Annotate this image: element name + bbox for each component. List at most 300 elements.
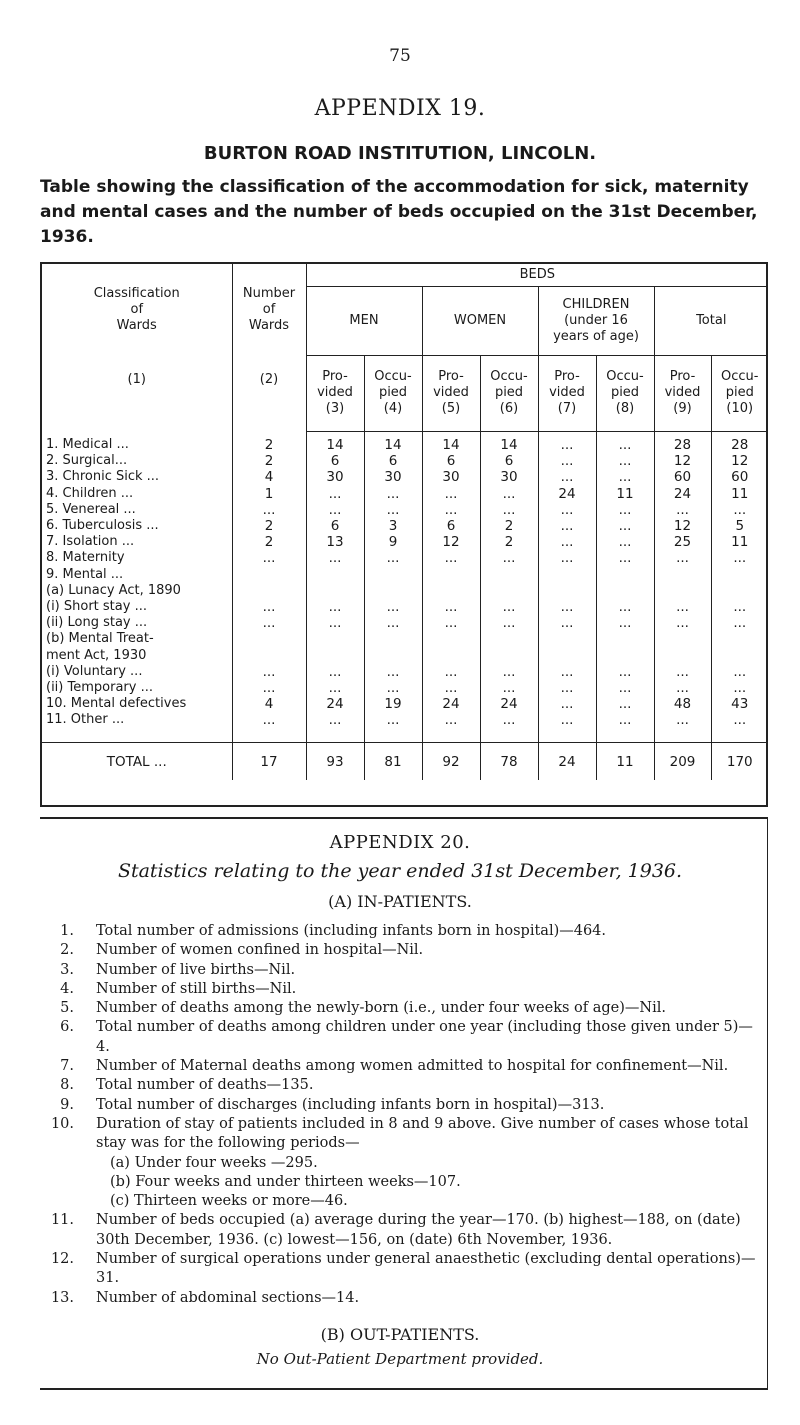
table-cell: ...	[364, 599, 422, 615]
table-cell	[711, 583, 768, 599]
table-cell: ...	[538, 550, 596, 566]
statistics-list	[40, 922, 765, 1308]
table-cell: ...	[538, 437, 596, 453]
item-text: Number of women confined in hospital—Nil.	[96, 942, 424, 959]
column-number: (6)	[499, 401, 519, 416]
table-cell: ...	[422, 486, 480, 502]
table-cell: ...	[232, 615, 306, 631]
statistic-item	[40, 961, 765, 980]
col-classification-header	[42, 264, 232, 431]
statistic-item	[40, 1173, 765, 1192]
table-cell: ...	[596, 453, 654, 469]
table-cell: ...	[306, 486, 364, 502]
item-text: Total number of admissions (including infants born in hospital)—464.	[96, 923, 607, 939]
table-cell: 24	[480, 696, 538, 712]
total-cell: 209	[654, 742, 711, 780]
statistic-item	[40, 941, 765, 960]
statistic-item	[40, 1250, 765, 1289]
table-caption: Table showing the classification of the accommodation for sick, maternity and mental cases and the number of beds occupied on the 31st December, 1936.	[40, 177, 758, 247]
column-number: (9)	[673, 401, 692, 416]
classification-line-1: Classification	[93, 286, 180, 301]
table-cell: 30	[422, 469, 480, 485]
children-header: CHILDREN (under 16 years of age)	[538, 286, 654, 355]
table-cell: 4	[232, 696, 306, 712]
table-cell: ...	[596, 469, 654, 485]
appendix-19-heading: APPENDIX 19.	[314, 96, 486, 121]
classification-line-2: of	[130, 302, 144, 317]
wards-col-num: (2)	[259, 372, 279, 387]
table-cell	[422, 647, 480, 663]
classification-col-num: (1)	[127, 372, 146, 387]
item-text: Number of abdominal sections—14.	[96, 1289, 360, 1306]
item-text: Number of Maternal deaths among women admitted to hospital for confinement—Nil.	[96, 1058, 729, 1075]
table-cell: ...	[538, 680, 596, 696]
table-cell: ...	[480, 502, 538, 518]
table-cell: ...	[596, 712, 654, 728]
table-cell: 2	[232, 437, 306, 453]
table-cell: ...	[232, 680, 306, 696]
table-cell	[364, 647, 422, 663]
table-row	[42, 437, 768, 453]
statistic-item	[40, 999, 765, 1018]
table-row	[42, 631, 768, 647]
subheader-label: Pro- vided	[317, 369, 353, 400]
total-cell: 92	[422, 742, 480, 780]
table-cell: 14	[422, 437, 480, 453]
table-cell: ...	[654, 680, 711, 696]
table-cell: 28	[654, 437, 711, 453]
table-cell	[364, 567, 422, 583]
table-row	[42, 615, 768, 631]
total-cell: 17	[232, 742, 306, 780]
classification-line-3: Wards	[116, 318, 157, 333]
table-cell: 60	[731, 469, 749, 486]
item-text: Duration of stay of patients included in 8 and 9 above. Give number of cases whose total stay was for the following periods—	[96, 1115, 749, 1152]
statistic-item	[40, 1076, 765, 1095]
table-cell: 43	[731, 696, 749, 713]
ward-classification: 2. Surgical...	[42, 453, 232, 469]
table-cell: ...	[422, 502, 480, 518]
table-cell: 4	[232, 469, 306, 485]
table-cell: 12	[731, 453, 749, 470]
table-cell: ...	[733, 598, 747, 615]
table-cell: ...	[422, 550, 480, 566]
table-cell: ...	[538, 712, 596, 728]
provided-subheader	[654, 355, 711, 431]
wards-line-1: Number	[242, 286, 296, 301]
table-cell	[480, 631, 538, 647]
table-cell: 13	[306, 534, 364, 550]
table-cell	[596, 583, 654, 599]
total-cell: 11	[596, 742, 654, 780]
table-row	[42, 453, 768, 469]
table-cell: ...	[733, 550, 747, 567]
column-number: (3)	[325, 401, 345, 416]
ward-classification: (ii) Long stay ...	[42, 615, 232, 631]
table-cell: ...	[596, 599, 654, 615]
ward-classification: (b) Mental Treat-	[42, 631, 232, 647]
table-cell: ...	[654, 502, 711, 518]
table-cell: ...	[596, 664, 654, 680]
table-cell	[654, 567, 711, 583]
provided-subheader	[422, 355, 480, 431]
ward-classification: 9. Mental ...	[42, 567, 232, 583]
table-cell: ...	[538, 696, 596, 712]
table-cell	[232, 631, 306, 647]
table-cell: ...	[480, 486, 538, 502]
table-row	[42, 664, 768, 680]
table-cell: ...	[422, 664, 480, 680]
item-number: 1.	[60, 923, 74, 939]
table-cell: ...	[480, 712, 538, 728]
table-cell: ...	[306, 502, 364, 518]
table-cell: ...	[232, 550, 306, 566]
table-cell: 6	[422, 518, 480, 534]
ward-classification: 6. Tuberculosis ...	[42, 518, 232, 534]
table-cell: 25	[654, 534, 711, 550]
table-row	[42, 550, 768, 566]
ward-classification: 4. Children ...	[42, 486, 232, 502]
table-cell: ...	[306, 712, 364, 728]
item-number: 8.	[60, 1077, 74, 1094]
statistic-item	[40, 1289, 765, 1308]
table-cell: 6	[480, 453, 538, 469]
table-cell: 30	[364, 469, 422, 485]
table-cell: ...	[422, 599, 480, 615]
total-cell: 170	[711, 742, 768, 780]
ward-classification: (ii) Temporary ...	[42, 680, 232, 696]
table-cell: 30	[306, 469, 364, 485]
men-header: MEN	[306, 286, 422, 355]
subheader-label: Occu- pied	[490, 369, 528, 400]
table-cell	[480, 647, 538, 663]
occupied-subheader	[480, 355, 538, 431]
table-cell: 24	[654, 486, 711, 502]
table-cell	[711, 647, 768, 663]
table-cell: ...	[538, 599, 596, 615]
column-number: (5)	[441, 401, 461, 416]
ward-classification: 11. Other ...	[42, 712, 232, 728]
table-cell	[711, 631, 768, 647]
women-header: WOMEN	[422, 286, 538, 355]
table-cell	[422, 567, 480, 583]
statistic-item	[40, 1057, 765, 1076]
item-number: 4.	[60, 980, 74, 997]
column-number: (10)	[726, 401, 754, 416]
ward-classification: 8. Maternity	[42, 550, 232, 566]
table-cell	[480, 583, 538, 599]
table-cell: ...	[538, 518, 596, 534]
statistic-item	[40, 1211, 765, 1250]
item-number: 9.	[60, 1096, 74, 1113]
item-text: Total number of discharges (including infants born in hospital)—313.	[96, 1096, 605, 1113]
item-text: Number of still births—Nil.	[96, 980, 297, 997]
table-cell	[306, 583, 364, 599]
table-cell: ...	[538, 469, 596, 485]
table-cell	[596, 631, 654, 647]
item-text: Total number of deaths—135.	[96, 1077, 314, 1094]
table-cell	[538, 631, 596, 647]
table-cell: 6	[306, 518, 364, 534]
item-number: 3.	[60, 961, 74, 978]
table-cell: 24	[422, 696, 480, 712]
wards-line-2: of	[262, 302, 276, 317]
table-cell: 24	[538, 486, 596, 502]
table-row	[42, 599, 768, 615]
statistic-item	[40, 1018, 765, 1057]
table-cell: ...	[364, 680, 422, 696]
item-number: 7.	[60, 1058, 74, 1075]
statistic-item	[40, 1154, 765, 1173]
item-text: (b) Four weeks and under thirteen weeks—107.	[110, 1173, 461, 1190]
table-cell: 11	[731, 534, 749, 551]
total-header: Total	[654, 286, 768, 355]
table-cell: 12	[422, 534, 480, 550]
item-text: Number of beds occupied (a) average during the year—170. (b) highest—188, on (date) 30th December, 1936. (c) lowest—156, on (date) 6th November, 1936.	[96, 1212, 741, 1248]
table-cell: 14	[306, 437, 364, 453]
subheader-label: Occu- pied	[721, 369, 759, 400]
table-cell	[232, 647, 306, 663]
table-cell: 14	[364, 437, 422, 453]
total-row	[42, 742, 768, 780]
table-cell	[306, 647, 364, 663]
inpatients-heading: (A) IN-PATIENTS.	[328, 892, 472, 911]
subheader-label: Pro- vided	[549, 369, 585, 400]
table-cell: 30	[480, 469, 538, 485]
statistic-item	[40, 922, 765, 941]
table-cell	[364, 631, 422, 647]
table-cell	[306, 631, 364, 647]
statistic-item	[40, 980, 765, 999]
table-cell: 19	[364, 696, 422, 712]
table-cell: ...	[232, 712, 306, 728]
table-cell	[422, 631, 480, 647]
table-cell: 5	[735, 518, 745, 535]
table-row	[42, 534, 768, 550]
table-cell: ...	[538, 502, 596, 518]
table-row	[42, 647, 768, 663]
item-text: Total number of deaths among children under one year (including those given under 5)—4.	[96, 1019, 753, 1055]
table-cell	[596, 647, 654, 663]
table-cell: ...	[733, 663, 747, 680]
table-cell: 60	[654, 469, 711, 485]
table-cell: 6	[422, 453, 480, 469]
item-text: (c) Thirteen weeks or more—46.	[110, 1193, 348, 1210]
total-cell: 93	[306, 742, 364, 780]
statistic-item	[40, 1192, 765, 1211]
table-cell: ...	[306, 550, 364, 566]
table-cell: ...	[232, 664, 306, 680]
statistics-title: Statistics relating to the year ended 31st December, 1936.	[117, 860, 683, 882]
occupied-subheader	[364, 355, 422, 431]
table-cell: ...	[596, 518, 654, 534]
table-cell: ...	[422, 615, 480, 631]
item-number: 12.	[50, 1251, 74, 1268]
table-cell: ...	[422, 680, 480, 696]
ward-classification: (a) Lunacy Act, 1890	[42, 583, 232, 599]
table-row	[42, 486, 768, 502]
table-row	[42, 680, 768, 696]
item-number: 2.	[60, 942, 74, 959]
table-cell: 48	[654, 696, 711, 712]
no-outpatient-note: No Out-Patient Department provided.	[256, 1350, 544, 1368]
table-cell: 2	[480, 518, 538, 534]
table-cell: 28	[731, 437, 749, 454]
table-cell: 14	[480, 437, 538, 453]
institution-title: BURTON ROAD INSTITUTION, LINCOLN.	[203, 143, 597, 164]
table-cell	[364, 583, 422, 599]
ward-classification: 10. Mental defectives	[42, 696, 232, 712]
statistic-item	[40, 1115, 765, 1154]
table-row	[42, 518, 768, 534]
appendix-20-heading: APPENDIX 20.	[329, 832, 471, 853]
total-label: TOTAL ...	[42, 742, 232, 780]
table-cell	[232, 583, 306, 599]
occupied-subheader	[711, 355, 768, 431]
subheader-label: Pro- vided	[664, 369, 701, 400]
table-cell	[480, 567, 538, 583]
column-number: (7)	[557, 401, 577, 416]
table-row	[42, 567, 768, 583]
column-number: (8)	[615, 401, 635, 416]
table-cell	[654, 631, 711, 647]
table-cell: 9	[364, 534, 422, 550]
ward-classification: (i) Voluntary ...	[42, 664, 232, 680]
column-number: (4)	[383, 401, 403, 416]
ward-classification: ment Act, 1930	[42, 647, 232, 663]
table-cell: ...	[538, 534, 596, 550]
table-cell: ...	[480, 664, 538, 680]
table-row	[42, 696, 768, 712]
table-cell: 3	[364, 518, 422, 534]
col-number-of-wards-header	[232, 264, 306, 431]
item-number: 10.	[50, 1115, 74, 1132]
item-number: 5.	[60, 1000, 74, 1017]
table-cell	[596, 567, 654, 583]
table-cell: ...	[596, 550, 654, 566]
table-cell: ...	[480, 680, 538, 696]
table-cell: ...	[364, 486, 422, 502]
table-cell: ...	[538, 453, 596, 469]
item-number: 6.	[60, 1019, 74, 1036]
table-cell: ...	[538, 664, 596, 680]
table-cell: ...	[364, 712, 422, 728]
table-cell: ...	[654, 664, 711, 680]
beds-header: BEDS	[306, 264, 768, 286]
table-cell: ...	[733, 712, 747, 729]
table-cell: ...	[480, 599, 538, 615]
table-cell	[538, 647, 596, 663]
subheader-label: Occu- pied	[606, 369, 644, 400]
table-cell: 6	[306, 453, 364, 469]
table-cell	[538, 583, 596, 599]
table-cell: 6	[364, 453, 422, 469]
table-cell: ...	[364, 664, 422, 680]
table-cell: ...	[480, 550, 538, 566]
item-text: Number of surgical operations under general anaesthetic (excluding dental operations)—31.	[96, 1251, 756, 1287]
table-cell: ...	[364, 502, 422, 518]
table-cell: 11	[731, 485, 749, 502]
table-cell: ...	[538, 615, 596, 631]
table-cell: 12	[654, 453, 711, 469]
item-text: Number of deaths among the newly-born (i.e., under four weeks of age)—Nil.	[96, 1000, 666, 1017]
table-cell	[711, 567, 768, 583]
table-cell: 24	[306, 696, 364, 712]
provided-subheader	[538, 355, 596, 431]
table-cell	[654, 583, 711, 599]
table-cell: ...	[596, 534, 654, 550]
table-cell: ...	[654, 550, 711, 566]
table-cell: ...	[654, 712, 711, 728]
wards-line-3: Wards	[248, 318, 290, 333]
ward-classification: (i) Short stay ...	[42, 599, 232, 615]
table-cell	[538, 567, 596, 583]
table-cell: ...	[232, 599, 306, 615]
table-cell: ...	[480, 615, 538, 631]
table-row	[42, 712, 768, 728]
table-cell: ...	[364, 615, 422, 631]
table-cell: ...	[733, 501, 747, 518]
item-number: 11.	[50, 1212, 74, 1229]
page-number: 75	[389, 46, 411, 66]
table-cell: ...	[654, 599, 711, 615]
total-cell: 24	[538, 742, 596, 780]
table-cell: 2	[232, 518, 306, 534]
table-cell: 11	[596, 486, 654, 502]
table-cell: ...	[306, 680, 364, 696]
ward-classification: 3. Chronic Sick ...	[42, 469, 232, 485]
table-cell: 2	[232, 534, 306, 550]
subheader-label: Occu- pied	[374, 369, 412, 400]
table-cell: 12	[654, 518, 711, 534]
outpatients-heading: (B) OUT-PATIENTS.	[320, 1325, 480, 1344]
table-row	[42, 469, 768, 485]
table-cell: 2	[232, 453, 306, 469]
total-cell: 81	[364, 742, 422, 780]
table-row	[42, 502, 768, 518]
table-cell: ...	[596, 615, 654, 631]
ward-classification: 5. Venereal ...	[42, 502, 232, 518]
accommodation-table	[40, 262, 768, 807]
table-cell: ...	[306, 664, 364, 680]
table-row	[42, 583, 768, 599]
statistic-item	[40, 1096, 765, 1115]
subheader-label: Pro- vided	[433, 369, 469, 400]
table-cell: ...	[422, 712, 480, 728]
total-cell: 78	[480, 742, 538, 780]
provided-subheader	[306, 355, 364, 431]
table-cell: 1	[232, 486, 306, 502]
table-cell: ...	[306, 615, 364, 631]
table-cell: ...	[596, 680, 654, 696]
table-cell: ...	[733, 679, 747, 696]
table-cell: ...	[306, 599, 364, 615]
table-cell: ...	[232, 502, 306, 518]
table-cell	[232, 567, 306, 583]
table-cell	[422, 583, 480, 599]
table-cell	[306, 567, 364, 583]
item-text: (a) Under four weeks —295.	[110, 1154, 318, 1171]
table-cell: ...	[596, 437, 654, 453]
item-number: 13.	[50, 1289, 74, 1306]
item-text: Number of live births—Nil.	[96, 961, 296, 978]
accommodation-grid	[42, 264, 768, 780]
ward-classification: 7. Isolation ...	[42, 534, 232, 550]
ward-classification: 1. Medical ...	[42, 437, 232, 453]
table-cell: ...	[733, 615, 747, 632]
table-cell: ...	[654, 615, 711, 631]
table-cell: ...	[596, 502, 654, 518]
